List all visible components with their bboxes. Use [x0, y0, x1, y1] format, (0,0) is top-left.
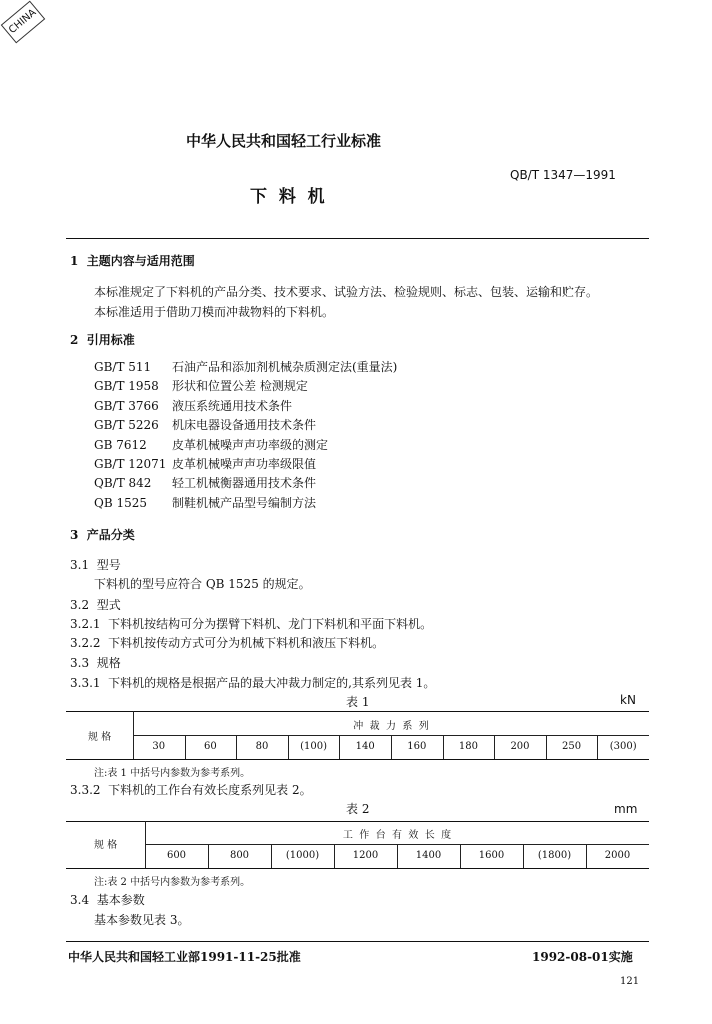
section-2-heading: 2 引用标准 [70, 333, 135, 347]
standard-number: QB/T 1347—1991 [510, 168, 616, 182]
reference-code: QB/T 842 [94, 476, 152, 491]
table-2-value-cell: 2000 [604, 850, 631, 861]
section-3-heading: 3 产品分类 [70, 528, 135, 542]
footer-rule [66, 941, 649, 942]
section-1-heading: 1 主题内容与适用范围 [70, 254, 195, 268]
table-1-value-cell: 60 [204, 741, 217, 752]
reference-item [94, 474, 397, 493]
reference-item [94, 358, 397, 377]
table-2-value-cell: (1000) [285, 850, 320, 861]
reference-code: GB 7612 [94, 437, 147, 452]
document-title: 下 料 机 [250, 187, 325, 207]
implementation-date: 1992-08-01实施 [532, 950, 633, 964]
reference-name: 机床电器设备通用技术条件 [172, 418, 317, 433]
table-1-caption: 表 1 [346, 695, 370, 709]
reference-item [94, 494, 397, 513]
reference-item [94, 455, 397, 474]
reference-name: 皮革机械噪声声功率级限值 [172, 456, 317, 471]
table-2-unit: mm [614, 802, 638, 816]
reference-code: GB/T 5226 [94, 418, 159, 433]
section-3-4-text: 基本参数见表 3。 [94, 913, 190, 927]
table-2-value-cell: 1600 [478, 850, 505, 861]
table-1-value-cell: 80 [255, 741, 269, 752]
table-2-group-header: 工 作 台 有 效 长 度 [342, 830, 452, 841]
reference-name: 液压系统通用技术条件 [172, 398, 293, 413]
table-1-value-cell: (300) [609, 741, 637, 752]
reference-name: 石油产品和添加剂机械杂质测定法(重量法) [172, 360, 398, 374]
section-3-1-text: 下料机的型号应符合 QB 1525 的规定。 [94, 577, 311, 591]
reference-name: 形状和位置公差 检测规定 [172, 379, 308, 394]
reference-item [94, 416, 397, 435]
table-2-value-cell: (1800) [537, 850, 572, 861]
table-1-group-header: 冲 裁 力 系 列 [353, 721, 429, 732]
china-stamp: CHINA [1, 1, 46, 44]
table-1-value-cell: 200 [510, 741, 530, 752]
section-3-2-heading: 3.2 型式 [70, 598, 121, 612]
reference-name: 制鞋机械产品型号编制方法 [172, 495, 317, 510]
table-1-value-cell: 180 [458, 741, 478, 752]
reference-code: GB/T 3766 [94, 398, 159, 413]
reference-name: 皮革机械噪声声功率级的测定 [172, 437, 329, 452]
section-3-2-2-text: 3.2.2 下料机按传动方式可分为机械下料机和液压下料机。 [70, 636, 385, 650]
reference-code: GB/T 511 [94, 360, 152, 374]
section-1-paragraph-1: 本标准规定了下料机的产品分类、技术要求、试验方法、检验规则、标志、包装、运输和贮存。 [94, 285, 599, 299]
section-3-2-1-text: 3.2.1 下料机按结构可分为摆臂下料机、龙门下料机和平面下料机。 [70, 617, 433, 631]
section-3-3-2-text: 3.3.2 下料机的工作台有效长度系列见表 2。 [70, 783, 312, 797]
section-3-4-heading: 3.4 基本参数 [70, 893, 145, 907]
table-2-value-cell: 800 [229, 850, 250, 861]
reference-code: QB 1525 [94, 495, 148, 510]
table-1-value-cell: 30 [152, 741, 166, 752]
reference-list [94, 358, 397, 513]
table-2-value-cell: 1200 [352, 850, 379, 861]
reference-item [94, 436, 397, 455]
section-3-1-heading: 3.1 型号 [70, 558, 121, 572]
section-3-3-heading: 3.3 规格 [70, 656, 121, 670]
approval-line: 中华人民共和国轻工业部1991-11-25批准 [68, 950, 301, 964]
table-2-value-cell: 1400 [415, 850, 442, 861]
page-number: 121 [620, 976, 640, 987]
table-2-row-label: 规 格 [93, 840, 118, 851]
table-1-note: 注:表 1 中括号内参数为参考系列。 [94, 768, 251, 779]
section-3-3-1-text: 3.3.1 下料机的规格是根据产品的最大冲裁力制定的,其系列见表 1。 [70, 676, 436, 690]
issuer-title: 中华人民共和国轻工行业标准 [186, 132, 382, 150]
section-1-paragraph-2: 本标准适用于借助刀模而冲裁物料的下料机。 [94, 305, 335, 319]
table-2-note: 注:表 2 中括号内参数为参考系列。 [94, 877, 251, 888]
reference-item [94, 377, 397, 396]
header-rule [66, 238, 649, 239]
table-1-value-cell: 140 [355, 741, 375, 752]
table-1-row-label: 规 格 [87, 732, 112, 743]
table-1-value-cell: 250 [562, 741, 582, 752]
table-2-value-cell: 600 [166, 850, 187, 861]
reference-code: GB/T 12071 [94, 456, 167, 471]
reference-name: 轻工机械衡器通用技术条件 [172, 476, 317, 491]
table-2-caption: 表 2 [346, 802, 370, 816]
reference-item [94, 397, 397, 416]
table-1-unit: kN [620, 693, 636, 707]
reference-code: GB/T 1958 [94, 379, 159, 394]
table-1-value-cell: 160 [407, 741, 427, 752]
table-1-value-cell: (100) [300, 741, 328, 752]
